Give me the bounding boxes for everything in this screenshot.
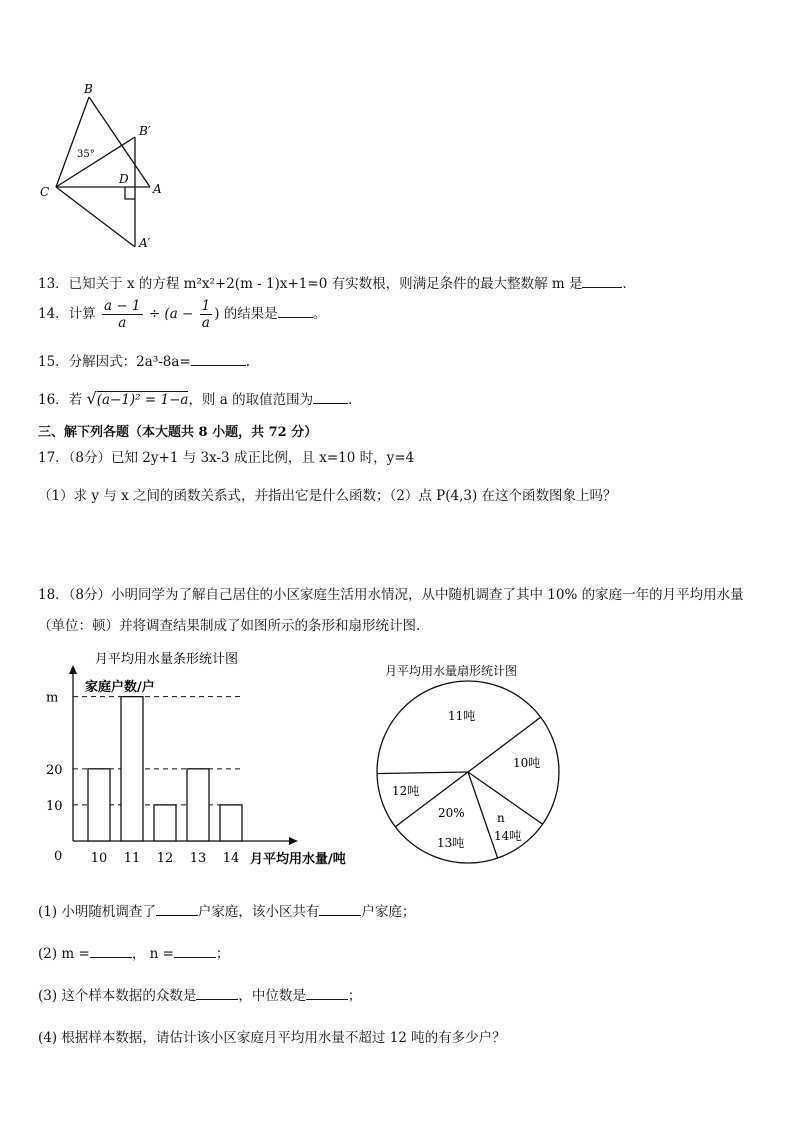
question-18-line1: 18．（8分）小明同学为了解自己居住的小区家庭生活用水情况，从中随机调查了其中 10% 的家庭一年的月平均用水量 <box>38 587 744 603</box>
q14-prefix: 14．计算 <box>38 306 96 322</box>
q14-middle: ÷ (a − <box>148 306 194 322</box>
bar-chart <box>40 645 380 875</box>
label-c: C <box>40 185 50 199</box>
pie-label-14t: 14吨 <box>494 829 522 843</box>
bar-10 <box>88 769 110 841</box>
pie-chart <box>370 655 570 870</box>
bar-chart-title: 月平均用水量条形统计图 <box>95 652 239 667</box>
q14-frac1-num: a − 1 <box>103 298 141 314</box>
q18-sub3 <box>38 984 361 1004</box>
q18-sub1-b: 户家庭，该小区共有 <box>197 904 320 920</box>
label-a: A <box>153 182 162 196</box>
label-a-prime: A′ <box>139 236 151 250</box>
q14-blank <box>278 303 313 318</box>
bar-11 <box>121 697 143 841</box>
q14-end: 。 <box>312 306 327 322</box>
label-d: D <box>119 172 129 186</box>
q16-middle: ，则 a 的取值范围为 <box>188 392 314 408</box>
q16-prefix: 16．若 <box>38 392 83 408</box>
pie-label-12t: 12吨 <box>392 784 420 798</box>
pie-label-11t: 11吨 <box>448 709 476 723</box>
q18-sub1-blank1 <box>156 901 198 916</box>
x-axis-arrow <box>289 837 298 845</box>
question-13 <box>38 272 636 292</box>
q16-end: ． <box>348 392 362 408</box>
q14-fraction-1 <box>102 298 143 331</box>
q14-frac2-num: 1 <box>201 298 211 314</box>
q18-sub3-a: (3) 这个样本数据的众数是 <box>38 988 197 1004</box>
geometry-figure <box>30 75 180 260</box>
section-3-title: 三、解下列各题（本大题共 8 小题，共 72 分） <box>38 425 318 440</box>
q15-end: . <box>245 354 251 370</box>
pie-label-20pct: 20% <box>438 806 465 820</box>
bar-13 <box>187 769 209 841</box>
pie-chart-title: 月平均用水量扇形统计图 <box>385 664 518 678</box>
q16-radicand: (a−1)² = 1−a <box>96 392 189 408</box>
ytick-m: m <box>46 690 59 706</box>
question-14 <box>38 298 326 331</box>
question-16 <box>38 388 362 408</box>
bar-12 <box>154 805 176 841</box>
bar-chart-xlabel: 月平均用水量/吨 <box>250 852 346 867</box>
q18-sub2-blank1 <box>90 943 132 958</box>
q14-fraction-2 <box>200 298 213 331</box>
xtick-12: 12 <box>156 851 174 866</box>
question-15 <box>38 350 250 370</box>
y-axis-arrow <box>69 665 77 674</box>
q13-blank <box>582 273 622 288</box>
pie-label-13t: 13吨 <box>437 836 465 850</box>
q18-sub3-c: ； <box>347 988 362 1004</box>
q14-frac1-den: a <box>118 315 127 331</box>
q18-sub2 <box>38 942 229 962</box>
q18-sub2-a: (2) m = <box>38 946 90 962</box>
q16-blank <box>313 389 348 404</box>
q18-sub4: (4) 根据样本数据，请估计该小区家庭月平均用水量不超过 12 吨的有多少户？ <box>38 1030 506 1046</box>
q15-text: 15．分解因式：2a³-8a= <box>38 354 191 370</box>
bar-14 <box>220 805 242 841</box>
q18-sub2-blank2 <box>174 943 216 958</box>
q18-sub1 <box>38 900 415 920</box>
ytick-10: 10 <box>46 798 63 814</box>
xtick-10: 10 <box>90 851 108 866</box>
q15-blank <box>191 351 246 366</box>
q14-suffix: ) 的结果是 <box>214 306 278 322</box>
q18-sub2-c: ； <box>215 946 230 962</box>
label-b-prime: B′ <box>139 124 151 138</box>
q18-sub1-blank2 <box>319 901 361 916</box>
sqrt-symbol: √ <box>86 389 97 408</box>
xtick-11: 11 <box>123 851 141 866</box>
q18-sub3-b: ，中位数是 <box>238 988 306 1004</box>
ytick-20: 20 <box>46 762 63 778</box>
pie-label-n: n <box>497 811 505 825</box>
q13-end: ． <box>622 276 636 292</box>
q18-sub1-c: 户家庭； <box>361 904 416 920</box>
question-17-line1: 17．（8分）已知 2y+1 与 3x-3 成正比例，且 x=10 时，y=4 <box>38 450 415 466</box>
label-angle-35: 35° <box>77 149 95 160</box>
label-b: B <box>84 82 93 96</box>
question-18-line2: （单位：顿）并将调查结果制成了如图所示的条形和扇形统计图. <box>38 618 421 634</box>
q13-text: 13．已知关于 x 的方程 m²x²+2(m - 1)x+1=0 有实数根，则满足条件的最大整数解 m 是 <box>38 276 583 292</box>
q14-frac2-den: a <box>201 315 210 331</box>
origin-label: 0 <box>54 849 63 864</box>
xtick-14: 14 <box>222 851 240 866</box>
q18-sub3-blank2 <box>306 985 348 1000</box>
q18-sub2-b: ， n = <box>131 946 174 962</box>
q18-sub1-a: (1) 小明随机调查了 <box>38 904 156 920</box>
question-17-line2: （1）求 y 与 x 之间的函数关系式，并指出它是什么函数；（2）点 P(4,3) 在这个函数图象上吗？ <box>38 488 617 504</box>
q18-sub3-blank1 <box>196 985 238 1000</box>
bar-chart-ylabel: 家庭户数/户 <box>85 680 155 695</box>
pie-label-10t: 10吨 <box>513 756 541 770</box>
xtick-13: 13 <box>189 851 207 866</box>
